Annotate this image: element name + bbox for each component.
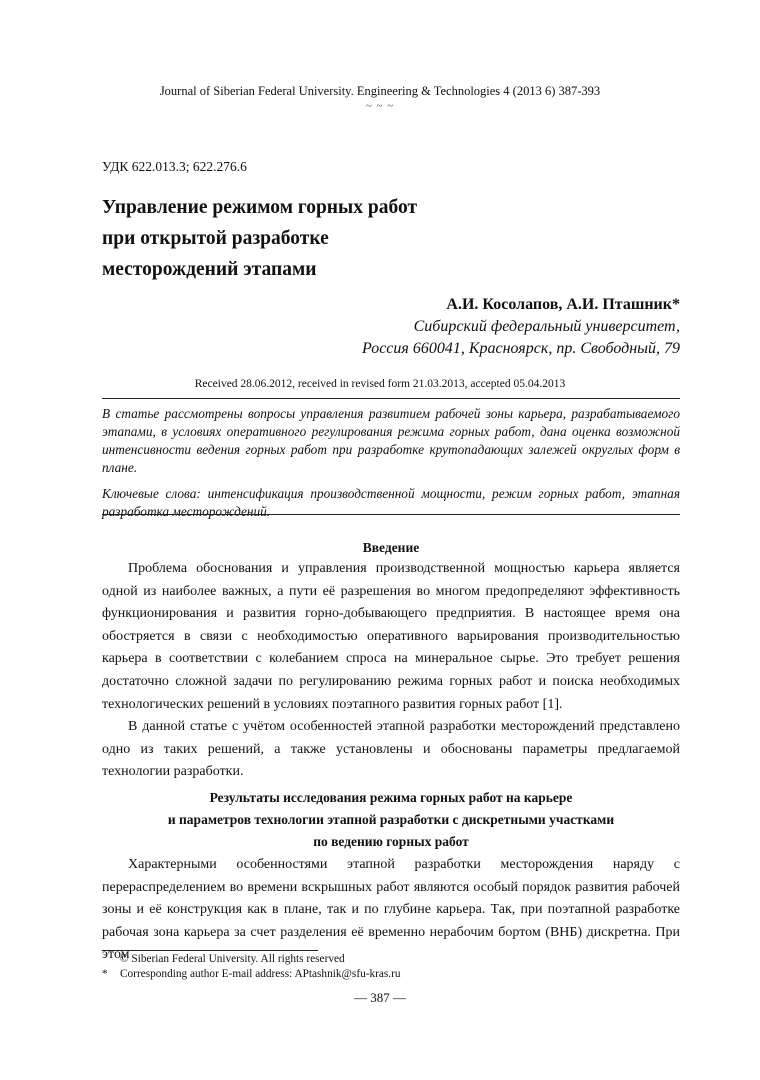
intro-paragraph-2: В данной статье с учётом особенностей этапной разработки месторождений представлено одно из таких решений, а также установлены и обоснованы параметры предлагаемой технологии разработки. (102, 719, 680, 780)
results-heading-line-3: по ведению горных работ (313, 834, 469, 849)
abstract-text: В статье рассмотрены вопросы управления развитием рабочей зоны карьера, разрабатываемого этапами, в условиях оперативного регулирования режима горных работ, дана оценка возможной интенсивности ведения горных работ при разработке крутопадающих залежей округлых форм в плане. (102, 406, 680, 475)
footnote-corresponding (102, 967, 401, 982)
footnote-copyright-text: © Siberian Federal University. All rights reserved (120, 953, 345, 965)
footnotes (102, 952, 401, 982)
footnote-corresponding-text: Corresponding author E-mail address: APtashnik@sfu-kras.ru (120, 968, 401, 980)
intro-paragraph-1: Проблема обоснования и управления производственной мощностью карьера является одной из наиболее важных, а пути её разрешения во многом предопределяют эффективность функционирования и развития горно-добывающего предприятия. В настоящее время она обостряется в связи с необходимостью оперативного варьирования производительностью карьера в соответствии с колебанием спроса на минеральное сырье. Это требует решения достаточно сложной задачи по регулированию режима горных работ и поиска необходимых технологических решений в условиях поэтапного развития горных работ [1]. (102, 561, 680, 712)
results-heading (102, 787, 680, 853)
intro-body (102, 558, 680, 784)
footnote-rule (102, 950, 318, 951)
journal-header: Journal of Siberian Federal University. Engineering & Technologies 4 (2013 6) 387-393 (159, 84, 601, 98)
results-heading-line-1: Результаты исследования режима горных работ на карьере (209, 790, 573, 805)
article-title (102, 192, 522, 285)
title-line-3: месторождений этапами (102, 259, 317, 280)
affiliation-line-1: Сибирский федеральный университет, (413, 318, 680, 335)
affiliation-line-2: Россия 660041, Красноярск, пр. Свободный, 79 (362, 340, 680, 357)
author-block (362, 294, 680, 360)
received-dates: Received 28.06.2012, received in revised form 21.03.2013, accepted 05.04.2013 (194, 378, 566, 390)
footnote-copyright (102, 952, 401, 967)
header-ornament: ~ ~ ~ (365, 100, 395, 112)
title-line-2: при открытой разработке (102, 228, 329, 249)
results-heading-line-2: и параметров технологии этапной разработки с дискретными участками (167, 812, 615, 827)
abstract-top-rule (102, 398, 680, 399)
title-line-1: Управление режимом горных работ (102, 197, 418, 218)
footnote-asterisk: * (102, 968, 108, 980)
udk-code: УДК 622.013.3; 622.276.6 (102, 159, 247, 174)
results-paragraph-1: Характерными особенностями этапной разработки месторождения наряду с перераспределением во времени вскрышных работ являются особый порядок развития рабочей зоны и её конструкция как в плане, так и по глубине карьера. Так, при поэтапной разработке рабочая зона карьера за счет разделения её временно нерабочим бортом (ВНБ) дискретна. При этом (102, 857, 680, 963)
page-number: — 387 — (354, 990, 406, 1005)
abstract-block (102, 405, 680, 521)
abstract-bottom-rule (102, 514, 680, 515)
keywords: Ключевые слова: интенсификация производственной мощности, режим горных работ, этапная разработка месторождений. (102, 486, 680, 519)
author-names: А.И. Косолапов, А.И. Пташник* (446, 296, 680, 313)
intro-heading: Введение (362, 540, 420, 555)
